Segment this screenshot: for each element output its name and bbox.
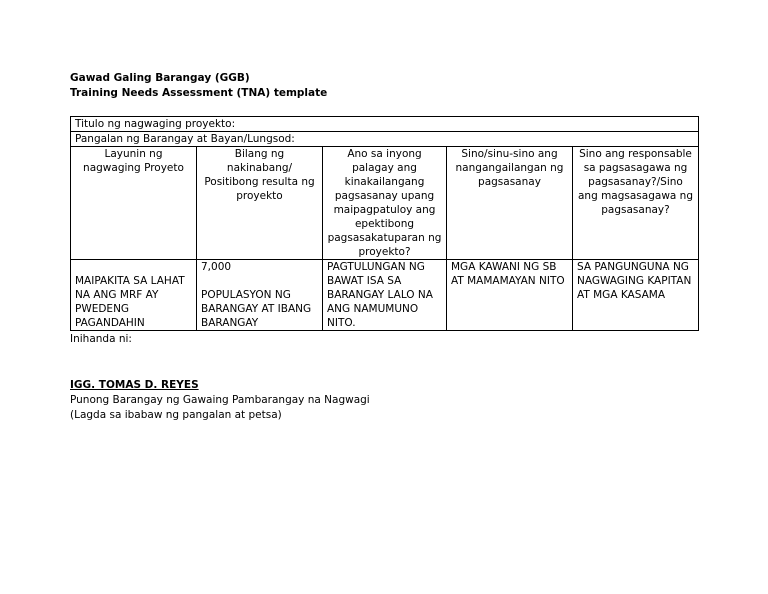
barangay-name-row — [71, 132, 699, 147]
cell-objective — [71, 260, 197, 331]
cell-who-needs-training: MGA KAWANI NG SB AT MAMAMAYAN NITO — [447, 260, 573, 331]
signature-note: (Lagda sa ibabaw ng pangalan at petsa) — [70, 409, 282, 421]
cell-who-conducts-training: SA PANGUNGUNA NG NAGWAGING KAPITAN AT MGA KASAMA — [573, 260, 699, 331]
document-title — [70, 71, 327, 101]
tna-table — [70, 116, 699, 331]
barangay-name-field: Pangalan ng Barangay at Bayan/Lungsod: — [71, 132, 699, 147]
cell-beneficiaries — [197, 260, 323, 331]
header-objective: Layunin ng nagwaging Proyeto — [71, 147, 197, 260]
header-who-needs-training: Sino/sinu-sino ang nangangailangan ng pagsasanay — [447, 147, 573, 260]
prepared-by-label: Inihanda ni: — [70, 333, 132, 345]
beneficiaries-number: 7,000 — [201, 261, 232, 273]
data-row — [71, 260, 699, 331]
header-row — [71, 147, 699, 260]
header-needed-training: Ano sa inyong palagay ang kinakailangang pagsasanay upang maipagpatuloy ang epektibong pagsasakatuparan ng proyekto? — [323, 147, 447, 260]
signatory-name: IGG. TOMAS D. REYES — [70, 379, 199, 391]
project-title-field: Titulo ng nagwaging proyekto: — [71, 117, 699, 132]
beneficiaries-text: POPULASYON NG BARANGAY AT IBANG BARANGAY — [201, 289, 312, 329]
title-line-1: Gawad Galing Barangay (GGB) — [70, 72, 250, 84]
header-beneficiaries: Bilang ng nakinabang/ Positibong resulta ng proyekto — [197, 147, 323, 260]
title-line-2: Training Needs Assessment (TNA) template — [70, 87, 328, 99]
signature-block — [70, 378, 370, 423]
objective-text: MAIPAKITA SA LAHAT NA ANG MRF AY PWEDENG PAGANDAHIN — [75, 275, 185, 329]
project-title-row — [71, 117, 699, 132]
header-who-conducts-training: Sino ang responsable sa pagsasagawa ng pagsasanay?/Sino ang magsasagawa ng pagsasanay? — [573, 147, 699, 260]
signatory-position: Punong Barangay ng Gawaing Pambarangay na Nagwagi — [70, 394, 370, 406]
cell-needed-training: PAGTULUNGAN NG BAWAT ISA SA BARANGAY LALO NA ANG NAMUMUNO NITO. — [323, 260, 447, 331]
